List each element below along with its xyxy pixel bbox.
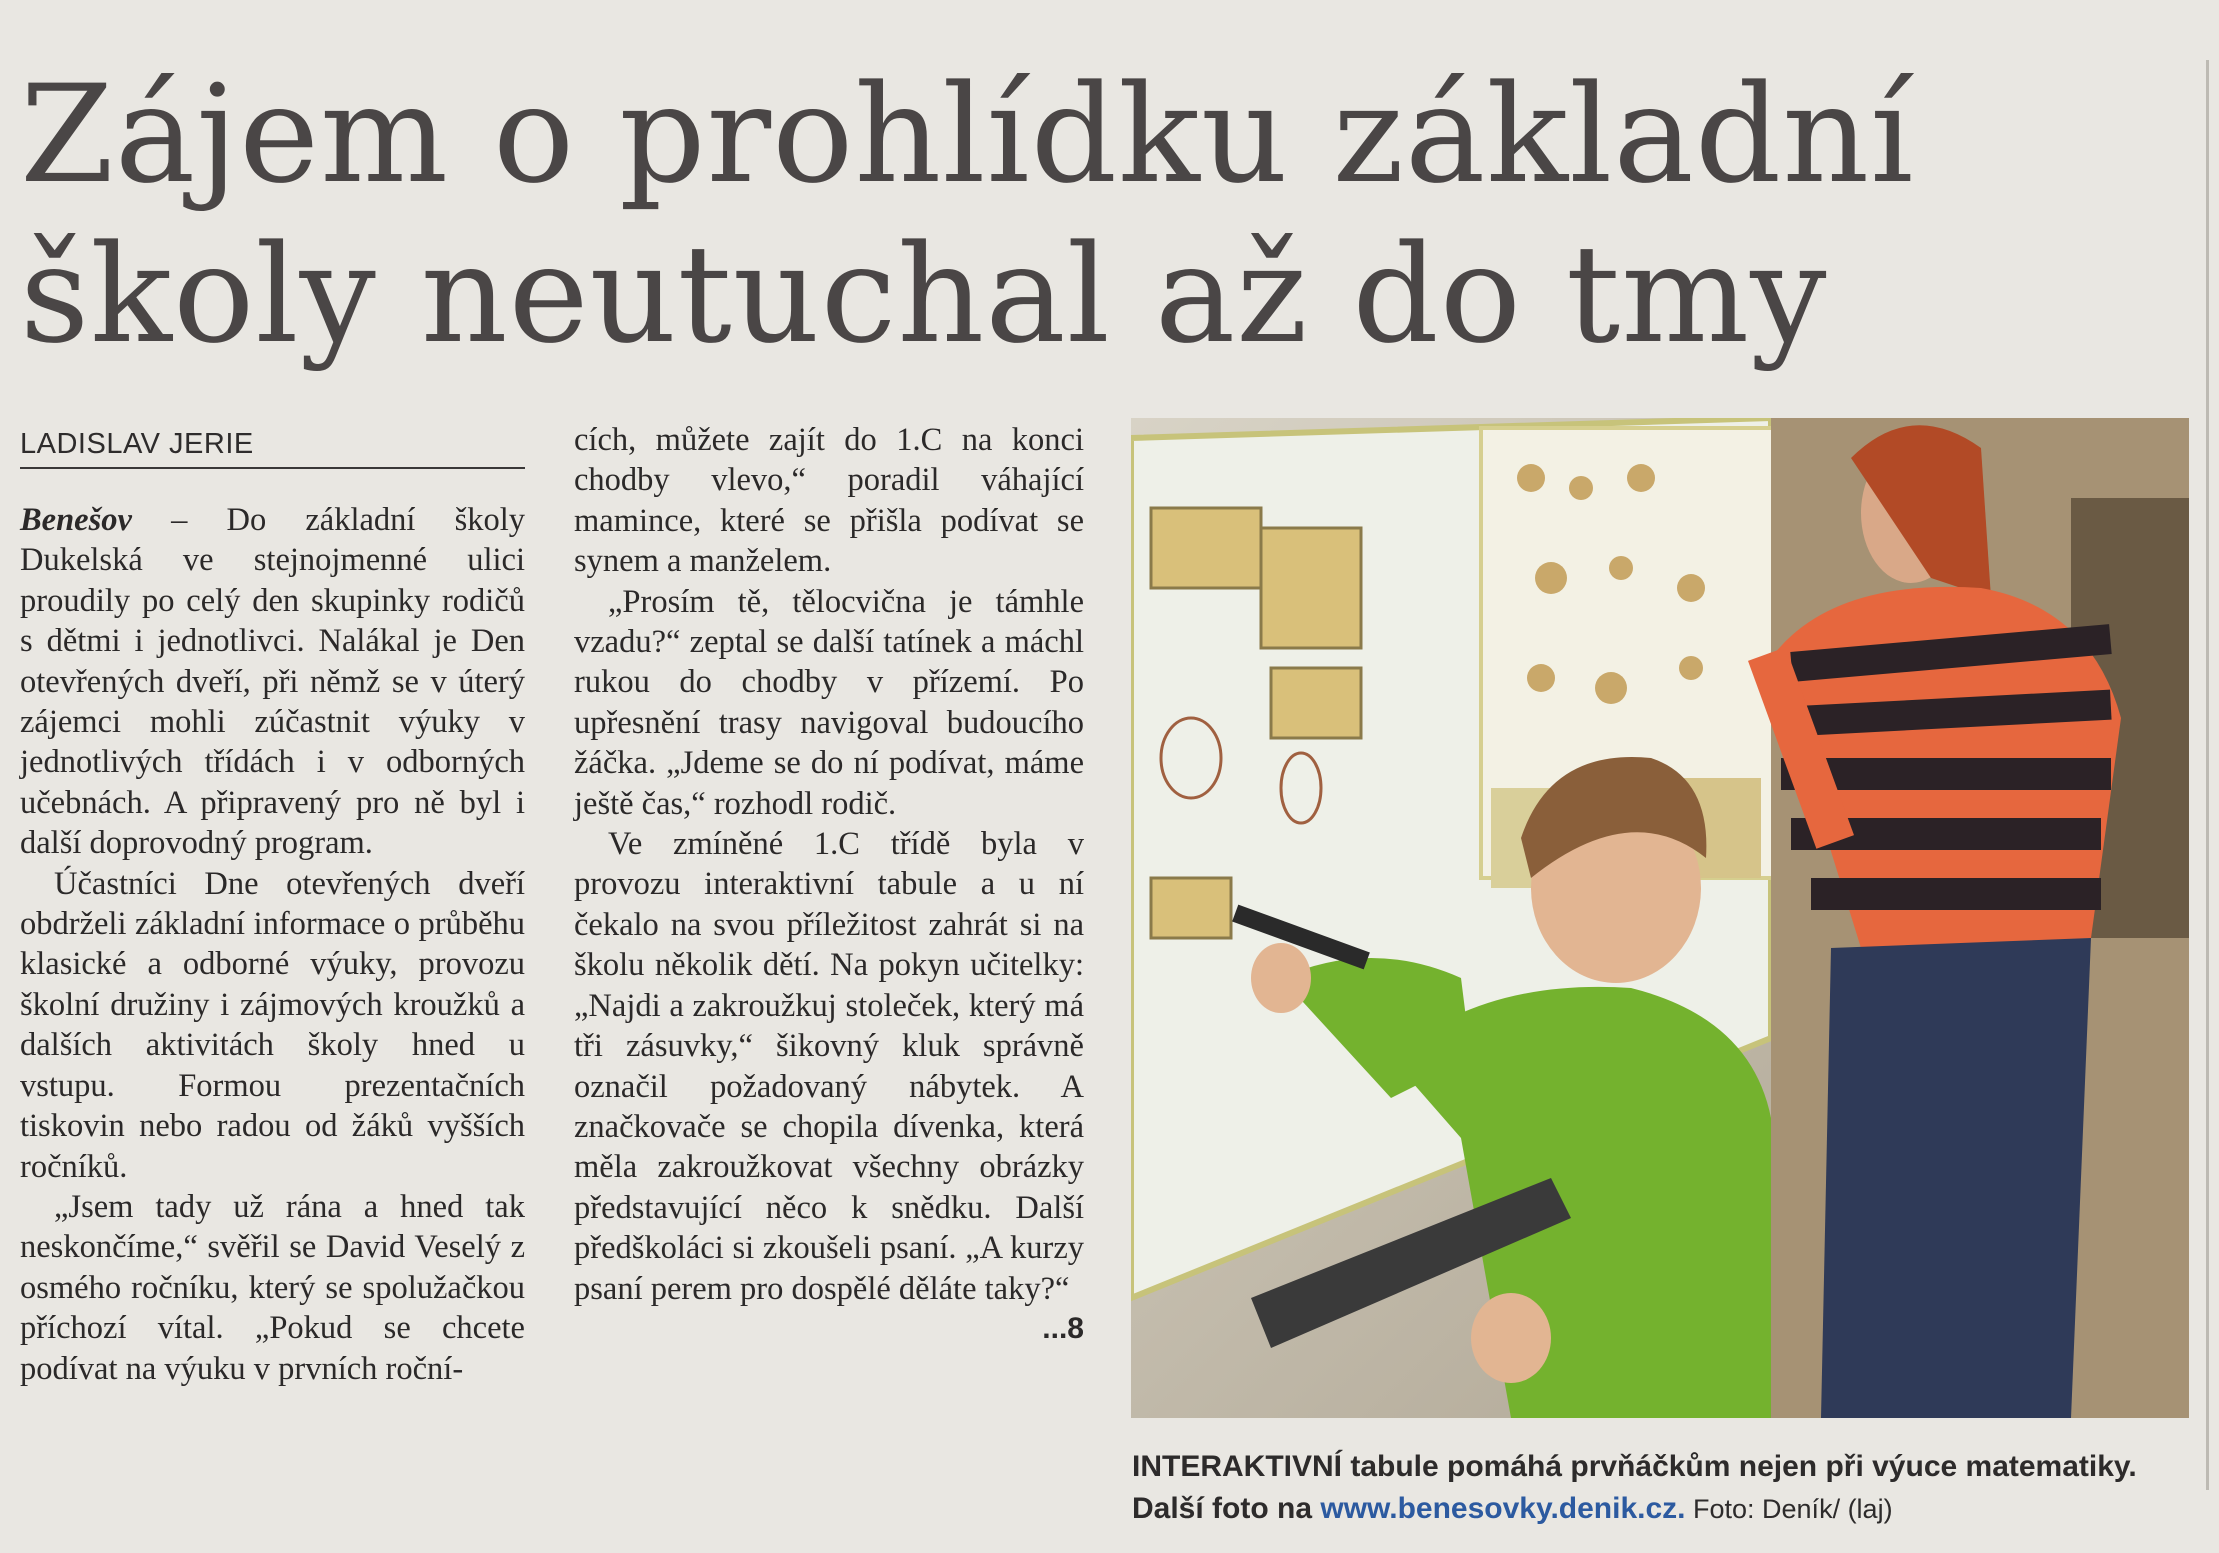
- paragraph-6: [574, 824, 1084, 1345]
- caption-text: tabule pomáhá prvňáčkům nejen při výuce matematiky. Další foto na: [1132, 1450, 2137, 1525]
- paragraph-5: „Prosím tě, tělocvična je támhle vzadu?“ zeptal se další tatínek a máchl rukou do chodby v přízemí. Po upřesnění trasy navigoval budoucího žáčka. „Jdeme se do ní podívat, máme ještě čas,“ rozhodl rodič.: [574, 583, 1084, 822]
- page-edge: [2206, 60, 2209, 1490]
- article-column-1: [20, 500, 525, 1389]
- caption-link[interactable]: www.benesovky.denik.cz.: [1320, 1492, 1686, 1525]
- paragraph-1-text: – Do základní školy Dukelská ve stejnojmenné ulici proudily po celý den skupinky rodičů s dětmi i jednotlivci. Nalákal je Den otevřených dveří, při němž se v úterý zájemci mohli zúčastnit výuky v jednotlivých třídách i v odborných učebnách. A připravený pro ně byl i další doprovodný program.: [20, 502, 525, 862]
- article-column-2: [574, 420, 1084, 1349]
- headline-line-2: školy neutuchal až do tmy: [20, 216, 1828, 373]
- paragraph-6-text: Ve zmíněné 1.C třídě byla v provozu interaktivní tabule a u ní čekalo na svou příležitost zahrát si na školu několik dětí. Na pokyn učitelky: „Najdi a zakroužkuj stoleček, který má tři zásuvky,“ šikovný kluk správně označil požadovaný nábytek. A značkovače se chopila dívenka, která měla zakroužkovat všechny obrázky představující něco k snědku. Další předškoláci si zkoušeli psaní. „A kurzy psaní perem pro dospělé děláte taky?“: [574, 826, 1084, 1307]
- photo-illustration: [1131, 418, 2189, 1418]
- photo-credit: Foto: Deník/ (laj): [1685, 1494, 1893, 1524]
- paragraph-2: Účastníci Dne otevřených dveří obdrželi základní informace o průběhu klasické a odborné výuky, provozu školní družiny i zájmových kroužků a dalších aktivitách školy hned u vstupu. Formou prezentačních tiskovin nebo radou od žáků vyšších ročníků.: [20, 865, 525, 1185]
- byline: LADISLAV JERIE: [20, 428, 525, 469]
- paragraph-4: cích, můžete zajít do 1.C na konci chodby vlevo,“ poradil váhající mamince, které se přišla podívat se synem a manželem.: [574, 422, 1084, 580]
- photo-caption: [1132, 1446, 2202, 1530]
- headline-line-1: Zájem o prohlídku základní: [20, 56, 1915, 213]
- dateline-place: Benešov: [20, 502, 132, 538]
- caption-lead: INTERAKTIVNÍ: [1132, 1450, 1342, 1483]
- paragraph-3: „Jsem tady už rána a hned tak neskončíme,“ svěřil se David Veselý z osmého ročníku, který se spolužačkou příchozí vítal. „Pokud se chcete podívat na výuku v prvních roční-: [20, 1188, 525, 1387]
- paragraph-1: [20, 500, 525, 864]
- article-photo: [1131, 418, 2189, 1418]
- continued-marker: ...8: [1042, 1311, 1084, 1345]
- headline: [20, 55, 2200, 375]
